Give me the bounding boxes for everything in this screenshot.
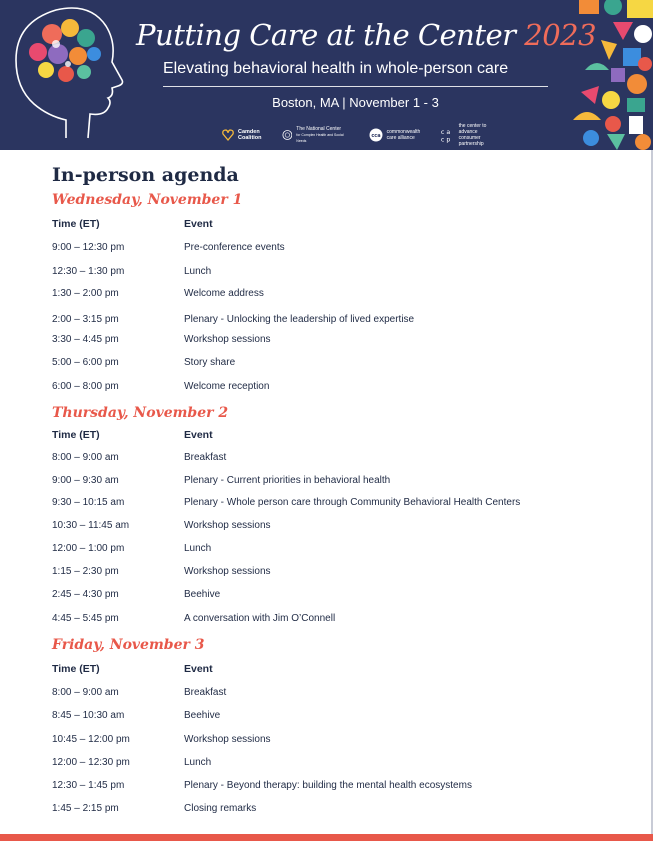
event: Workshop sessions bbox=[184, 334, 271, 345]
time: 8:00 – 9:00 am bbox=[52, 452, 119, 463]
agenda-row bbox=[52, 710, 642, 726]
table-header bbox=[52, 663, 642, 679]
event: Story share bbox=[184, 357, 236, 368]
time: 9:00 – 9:30 am bbox=[52, 475, 119, 486]
time: 12:30 – 1:30 pm bbox=[52, 266, 125, 277]
agenda-row bbox=[52, 734, 642, 750]
agenda-row bbox=[52, 780, 642, 796]
event: Welcome address bbox=[184, 288, 264, 299]
agenda-row bbox=[52, 520, 642, 536]
header-divider bbox=[163, 86, 548, 87]
time: 8:45 – 10:30 am bbox=[52, 710, 125, 721]
event: Workshop sessions bbox=[184, 520, 271, 531]
agenda-heading: In-person agenda bbox=[52, 164, 239, 186]
time: 10:30 – 11:45 am bbox=[52, 520, 130, 531]
event: A conversation with Jim O’Connell bbox=[184, 613, 336, 624]
day-heading-wednesday: Wednesday, November 1 bbox=[52, 192, 243, 208]
event: Breakfast bbox=[184, 687, 227, 698]
time: 9:00 – 12:30 pm bbox=[52, 242, 125, 253]
time: 1:30 – 2:00 pm bbox=[52, 288, 119, 299]
event: Lunch bbox=[184, 757, 212, 768]
column-header-event: Event bbox=[184, 218, 213, 230]
svg-text:c p: c p bbox=[441, 136, 451, 143]
agenda-row bbox=[52, 613, 642, 629]
event: Welcome reception bbox=[184, 381, 270, 392]
event: Plenary - Beyond therapy: building the mental health ecosystems bbox=[184, 780, 472, 791]
agenda-row bbox=[52, 452, 642, 468]
decorative-mosaic bbox=[573, 0, 653, 150]
column-header-time: Time (ET) bbox=[52, 218, 100, 230]
agenda-row bbox=[52, 687, 642, 703]
event: Plenary - Whole person care through Community Behavioral Health Centers bbox=[184, 497, 521, 508]
time: 12:00 – 12:30 pm bbox=[52, 757, 130, 768]
camden-heart-icon bbox=[222, 129, 234, 141]
header-banner bbox=[0, 0, 653, 150]
time: 6:00 – 8:00 pm bbox=[52, 381, 119, 392]
footer-accent-bar bbox=[0, 834, 653, 841]
time: 9:30 – 10:15 am bbox=[52, 497, 125, 508]
time: 12:30 – 1:45 pm bbox=[52, 780, 125, 791]
svg-text:c a: c a bbox=[441, 129, 451, 137]
sponsor-cacp: c a c p the center to advance consumer partnership bbox=[441, 123, 487, 147]
time: 1:15 – 2:30 pm bbox=[52, 566, 119, 577]
column-header-event: Event bbox=[184, 663, 213, 675]
event: Pre-conference events bbox=[184, 242, 285, 253]
event: Lunch bbox=[184, 543, 212, 554]
event: Breakfast bbox=[184, 452, 227, 463]
event: Beehive bbox=[184, 710, 221, 721]
time: 3:30 – 4:45 pm bbox=[52, 334, 119, 345]
sponsor-camden-coalition: Camden Coalition bbox=[222, 129, 262, 141]
table-header bbox=[52, 429, 642, 445]
event: Closing remarks bbox=[184, 803, 257, 814]
event: Workshop sessions bbox=[184, 566, 271, 577]
agenda-row bbox=[52, 475, 642, 491]
agenda-row bbox=[52, 288, 642, 304]
time: 12:00 – 1:00 pm bbox=[52, 543, 125, 554]
column-header-time: Time (ET) bbox=[52, 429, 100, 441]
svg-text:cca: cca bbox=[371, 133, 381, 139]
agenda-row bbox=[52, 381, 642, 397]
time: 2:00 – 3:15 pm bbox=[52, 314, 119, 325]
agenda-row bbox=[52, 589, 642, 605]
agenda-row bbox=[52, 242, 642, 258]
event-location-dates: Boston, MA | November 1 - 3 bbox=[272, 95, 439, 110]
event: Lunch bbox=[184, 266, 212, 277]
time: 10:45 – 12:00 pm bbox=[52, 734, 130, 745]
time: 4:45 – 5:45 pm bbox=[52, 613, 119, 624]
time: 1:45 – 2:15 pm bbox=[52, 803, 119, 814]
column-header-time: Time (ET) bbox=[52, 663, 100, 675]
event: Beehive bbox=[184, 589, 221, 600]
table-header bbox=[52, 218, 642, 234]
agenda-row bbox=[52, 497, 642, 513]
agenda-row bbox=[52, 266, 642, 282]
day-heading-friday: Friday, November 3 bbox=[52, 637, 205, 653]
column-header-event: Event bbox=[184, 429, 213, 441]
agenda-row bbox=[52, 334, 642, 350]
national-center-seal-icon bbox=[282, 129, 293, 141]
agenda-row bbox=[52, 803, 642, 819]
event-subtitle: Elevating behavioral health in whole-person care bbox=[163, 60, 509, 77]
event-year: 2023 bbox=[524, 18, 597, 52]
time: 8:00 – 9:00 am bbox=[52, 687, 119, 698]
agenda-row bbox=[52, 314, 642, 330]
agenda-row bbox=[52, 357, 642, 373]
agenda-row bbox=[52, 757, 642, 773]
time: 2:45 – 4:30 pm bbox=[52, 589, 119, 600]
sponsor-commonwealth-care-alliance: cca commonwealth care alliance bbox=[369, 128, 421, 142]
sponsor-national-center: The National Center for Complex Health and Social Needs bbox=[282, 126, 349, 144]
brain-mosaic-icon bbox=[29, 19, 101, 82]
agenda-row bbox=[52, 566, 642, 582]
brain-head-illustration bbox=[8, 4, 128, 144]
event: Workshop sessions bbox=[184, 734, 271, 745]
sponsor-logos bbox=[222, 125, 502, 145]
cca-logo-icon bbox=[369, 128, 383, 142]
cacp-logo-icon bbox=[440, 127, 454, 143]
day-heading-thursday: Thursday, November 2 bbox=[52, 405, 229, 421]
agenda-row bbox=[52, 543, 642, 559]
event: Plenary - Unlocking the leadership of lived expertise bbox=[184, 314, 415, 325]
time: 5:00 – 6:00 pm bbox=[52, 357, 119, 368]
event: Plenary - Current priorities in behavioral health bbox=[184, 475, 391, 486]
event-title: Putting Care at the Center 2023 bbox=[136, 18, 597, 52]
